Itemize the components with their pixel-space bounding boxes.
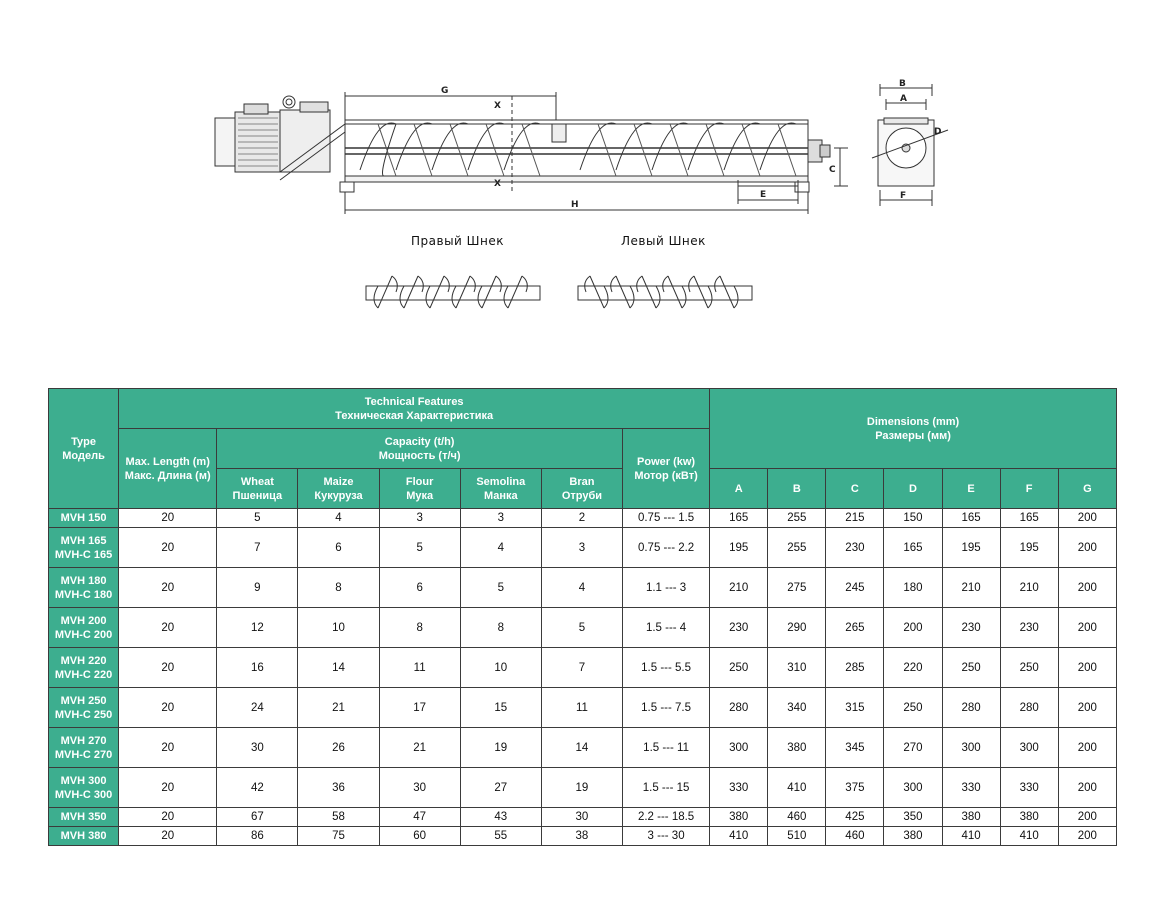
spec-table-body [49, 509, 1117, 846]
dim-cell-a: 195 [710, 528, 768, 568]
dim-label-h: H [571, 200, 579, 210]
header-wheat: Wheat Пшеница [217, 469, 298, 509]
header-dim-g: G [1058, 469, 1116, 509]
wheat-cell: 24 [217, 688, 298, 728]
maize-cell: 21 [298, 688, 379, 728]
length-cell: 20 [119, 568, 217, 608]
dim-cell-c: 230 [826, 528, 884, 568]
dim-cell-g: 200 [1058, 568, 1116, 608]
right-auger-caption: Правый Шнек [411, 234, 504, 248]
power-cell: 0.75 --- 1.5 [623, 509, 710, 528]
section-label-x-top: X [494, 101, 501, 111]
bran-cell: 2 [541, 509, 622, 528]
dim-cell-c: 460 [826, 827, 884, 846]
semolina-cell: 4 [460, 528, 541, 568]
bran-cell: 4 [541, 568, 622, 608]
length-cell: 20 [119, 808, 217, 827]
dim-cell-b: 290 [768, 608, 826, 648]
dim-cell-f: 210 [1000, 568, 1058, 608]
dim-cell-a: 210 [710, 568, 768, 608]
model-cell [49, 509, 119, 528]
header-dimensions: Dimensions (mm) Размеры (мм) [710, 389, 1117, 469]
wheat-cell: 9 [217, 568, 298, 608]
dim-cell-c: 265 [826, 608, 884, 648]
dim-cell-d: 200 [884, 608, 942, 648]
dim-cell-g: 200 [1058, 608, 1116, 648]
dim-cell-d: 350 [884, 808, 942, 827]
semolina-cell: 43 [460, 808, 541, 827]
dim-cell-c: 315 [826, 688, 884, 728]
dim-cell-g: 200 [1058, 827, 1116, 846]
model-cell [49, 808, 119, 827]
header-maize: Maize Кукуруза [298, 469, 379, 509]
flour-cell: 8 [379, 608, 460, 648]
model-name: MVH-C 200 [54, 628, 113, 641]
model-name: MVH-C 300 [54, 788, 113, 801]
header-dim-c: C [826, 469, 884, 509]
dim-cell-f: 195 [1000, 528, 1058, 568]
power-cell: 1.5 --- 5.5 [623, 648, 710, 688]
model-name: MVH 220 [60, 654, 107, 667]
model-cell [49, 568, 119, 608]
dim-cell-e: 380 [942, 808, 1000, 827]
flour-cell: 11 [379, 648, 460, 688]
semolina-cell: 8 [460, 608, 541, 648]
dim-cell-f: 165 [1000, 509, 1058, 528]
cross-section [872, 84, 948, 206]
side-view [215, 92, 848, 214]
dim-cell-b: 275 [768, 568, 826, 608]
conveyor-drawing [0, 0, 1166, 330]
dim-cell-c: 245 [826, 568, 884, 608]
table-row [49, 608, 1117, 648]
power-cell: 3 --- 30 [623, 827, 710, 846]
table-row [49, 827, 1117, 846]
dim-cell-b: 255 [768, 509, 826, 528]
dim-cell-d: 250 [884, 688, 942, 728]
header-flour: Flour Мука [379, 469, 460, 509]
dim-cell-a: 250 [710, 648, 768, 688]
model-cell [49, 648, 119, 688]
dim-cell-f: 230 [1000, 608, 1058, 648]
left-auger-drawing [578, 276, 752, 308]
flour-cell: 3 [379, 509, 460, 528]
header-capacity: Capacity (t/h) Мощность (т/ч) [217, 429, 623, 469]
dim-cell-d: 150 [884, 509, 942, 528]
dim-cell-a: 380 [710, 808, 768, 827]
dim-cell-b: 340 [768, 688, 826, 728]
dim-label-c: C [829, 165, 836, 175]
header-semolina: Semolina Манка [460, 469, 541, 509]
bran-cell: 3 [541, 528, 622, 568]
bran-cell: 11 [541, 688, 622, 728]
header-dim-d: D [884, 469, 942, 509]
wheat-cell: 67 [217, 808, 298, 827]
table-row [49, 728, 1117, 768]
bran-cell: 19 [541, 768, 622, 808]
model-name: MVH-C 180 [54, 588, 113, 601]
length-cell: 20 [119, 648, 217, 688]
wheat-cell: 5 [217, 509, 298, 528]
table-row [49, 688, 1117, 728]
dim-cell-g: 200 [1058, 528, 1116, 568]
semolina-cell: 55 [460, 827, 541, 846]
dim-cell-c: 345 [826, 728, 884, 768]
power-cell: 2.2 --- 18.5 [623, 808, 710, 827]
model-cell [49, 688, 119, 728]
flour-cell: 47 [379, 808, 460, 827]
dim-cell-d: 220 [884, 648, 942, 688]
power-cell: 1.5 --- 4 [623, 608, 710, 648]
length-cell: 20 [119, 608, 217, 648]
left-auger-caption: Левый Шнек [621, 234, 706, 248]
semolina-cell: 3 [460, 509, 541, 528]
model-name: MVH-C 250 [54, 708, 113, 721]
dim-cell-g: 200 [1058, 728, 1116, 768]
dim-cell-f: 410 [1000, 827, 1058, 846]
maize-cell: 8 [298, 568, 379, 608]
semolina-cell: 27 [460, 768, 541, 808]
power-cell: 1.5 --- 7.5 [623, 688, 710, 728]
wheat-cell: 30 [217, 728, 298, 768]
dim-label-g: G [441, 86, 449, 96]
length-cell: 20 [119, 528, 217, 568]
header-type: Type Модель [49, 389, 119, 509]
dim-cell-f: 250 [1000, 648, 1058, 688]
dim-cell-b: 380 [768, 728, 826, 768]
dim-cell-e: 250 [942, 648, 1000, 688]
model-name: MVH 300 [60, 774, 107, 787]
dim-cell-b: 310 [768, 648, 826, 688]
model-cell [49, 608, 119, 648]
maize-cell: 6 [298, 528, 379, 568]
dim-cell-c: 215 [826, 509, 884, 528]
dim-label-e: E [760, 190, 767, 200]
dim-cell-b: 255 [768, 528, 826, 568]
maize-cell: 58 [298, 808, 379, 827]
length-cell: 20 [119, 768, 217, 808]
dim-cell-a: 410 [710, 827, 768, 846]
model-name: MVH-C 220 [54, 668, 113, 681]
dim-cell-a: 280 [710, 688, 768, 728]
maize-cell: 75 [298, 827, 379, 846]
maize-cell: 4 [298, 509, 379, 528]
table-row [49, 768, 1117, 808]
section-label-x-bottom: X [494, 179, 501, 189]
table-row [49, 528, 1117, 568]
dim-cell-f: 280 [1000, 688, 1058, 728]
dim-cell-d: 180 [884, 568, 942, 608]
bran-cell: 5 [541, 608, 622, 648]
dim-cell-a: 300 [710, 728, 768, 768]
semolina-cell: 15 [460, 688, 541, 728]
dim-cell-b: 510 [768, 827, 826, 846]
dim-label-b: B [899, 79, 906, 89]
power-cell: 1.5 --- 11 [623, 728, 710, 768]
dim-label-d: D [934, 127, 942, 137]
header-dim-f: F [1000, 469, 1058, 509]
semolina-cell: 19 [460, 728, 541, 768]
table-row [49, 509, 1117, 528]
maize-cell: 14 [298, 648, 379, 688]
dim-label-a: A [900, 94, 907, 104]
bran-cell: 30 [541, 808, 622, 827]
table-row [49, 808, 1117, 827]
wheat-cell: 12 [217, 608, 298, 648]
dim-cell-d: 270 [884, 728, 942, 768]
model-name: MVH 200 [60, 614, 107, 627]
dim-cell-e: 280 [942, 688, 1000, 728]
model-cell [49, 728, 119, 768]
spec-table [48, 388, 1117, 846]
dim-cell-c: 285 [826, 648, 884, 688]
wheat-cell: 42 [217, 768, 298, 808]
dim-cell-e: 165 [942, 509, 1000, 528]
dim-cell-e: 210 [942, 568, 1000, 608]
bran-cell: 38 [541, 827, 622, 846]
dim-cell-c: 425 [826, 808, 884, 827]
header-dim-a: A [710, 469, 768, 509]
table-row [49, 648, 1117, 688]
dim-cell-f: 300 [1000, 728, 1058, 768]
dim-cell-b: 460 [768, 808, 826, 827]
length-cell: 20 [119, 728, 217, 768]
dim-cell-d: 165 [884, 528, 942, 568]
dim-cell-f: 380 [1000, 808, 1058, 827]
header-dim-b: B [768, 469, 826, 509]
dim-cell-f: 330 [1000, 768, 1058, 808]
model-name: MVH 380 [60, 830, 107, 842]
dim-cell-c: 375 [826, 768, 884, 808]
length-cell: 20 [119, 688, 217, 728]
bran-cell: 7 [541, 648, 622, 688]
table-row [49, 568, 1117, 608]
model-name: MVH 180 [60, 574, 107, 587]
model-name: MVH 150 [60, 512, 107, 524]
wheat-cell: 86 [217, 827, 298, 846]
maize-cell: 26 [298, 728, 379, 768]
dim-cell-a: 330 [710, 768, 768, 808]
dim-cell-e: 195 [942, 528, 1000, 568]
flour-cell: 5 [379, 528, 460, 568]
dim-cell-g: 200 [1058, 808, 1116, 827]
flour-cell: 17 [379, 688, 460, 728]
right-auger-drawing [366, 276, 540, 308]
wheat-cell: 16 [217, 648, 298, 688]
dim-cell-b: 410 [768, 768, 826, 808]
wheat-cell: 7 [217, 528, 298, 568]
model-name: MVH-C 165 [54, 548, 113, 561]
dim-cell-g: 200 [1058, 648, 1116, 688]
power-cell: 1.1 --- 3 [623, 568, 710, 608]
semolina-cell: 10 [460, 648, 541, 688]
dim-cell-e: 410 [942, 827, 1000, 846]
header-technical-features: Technical Features Техническая Характеристика [119, 389, 710, 429]
dim-cell-d: 300 [884, 768, 942, 808]
dim-cell-a: 165 [710, 509, 768, 528]
dim-cell-g: 200 [1058, 688, 1116, 728]
flour-cell: 21 [379, 728, 460, 768]
dim-cell-d: 380 [884, 827, 942, 846]
dim-cell-e: 230 [942, 608, 1000, 648]
model-name: MVH-C 270 [54, 748, 113, 761]
model-cell [49, 768, 119, 808]
model-cell [49, 528, 119, 568]
dim-cell-g: 200 [1058, 509, 1116, 528]
maize-cell: 36 [298, 768, 379, 808]
header-bran: Bran Отруби [541, 469, 622, 509]
power-cell: 1.5 --- 15 [623, 768, 710, 808]
dim-label-f: F [900, 191, 907, 201]
model-name: MVH 165 [60, 534, 107, 547]
dim-cell-e: 300 [942, 728, 1000, 768]
dim-cell-e: 330 [942, 768, 1000, 808]
bran-cell: 14 [541, 728, 622, 768]
header-power: Power (kw) Мотор (кВт) [623, 429, 710, 509]
length-cell: 20 [119, 827, 217, 846]
semolina-cell: 5 [460, 568, 541, 608]
flour-cell: 30 [379, 768, 460, 808]
header-max-length: Max. Length (m) Макс. Длина (м) [119, 429, 217, 509]
dim-cell-g: 200 [1058, 768, 1116, 808]
model-name: MVH 270 [60, 734, 107, 747]
header-dim-e: E [942, 469, 1000, 509]
maize-cell: 10 [298, 608, 379, 648]
flour-cell: 6 [379, 568, 460, 608]
power-cell: 0.75 --- 2.2 [623, 528, 710, 568]
model-name: MVH 250 [60, 694, 107, 707]
model-name: MVH 350 [60, 811, 107, 823]
length-cell: 20 [119, 509, 217, 528]
flour-cell: 60 [379, 827, 460, 846]
model-cell [49, 827, 119, 846]
dim-cell-a: 230 [710, 608, 768, 648]
